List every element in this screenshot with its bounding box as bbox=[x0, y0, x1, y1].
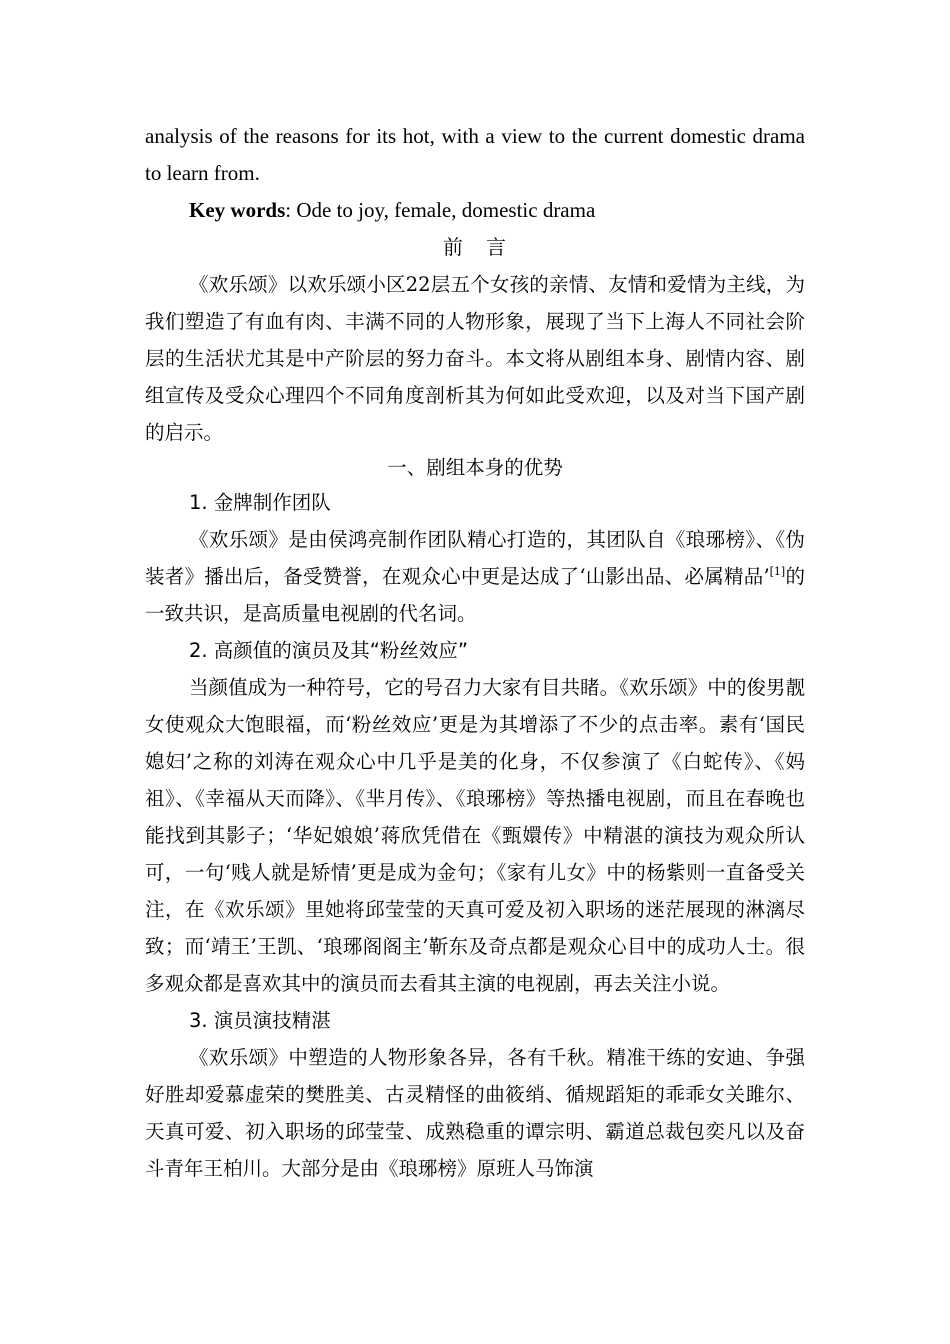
section-1-title: 一、剧组本身的优势 bbox=[387, 456, 563, 479]
subsection-1-text-before: 《欢乐颂》是由侯鸿亮制作团队精心打造的，其团队自《琅琊榜》、《伪装者》播出后，备受赞誉，在观众心中更是达成了‘山影出品、必属精品’ bbox=[145, 528, 805, 588]
subsection-1-paragraph bbox=[145, 521, 805, 632]
subsection-1-text-after: 的一致共识，是高质量电视剧的代名词。 bbox=[145, 565, 805, 625]
subsection-2-title: 2. 高颜值的演员及其“粉丝效应” bbox=[189, 639, 469, 662]
subsection-2-paragraph: 当颜值成为一种符号，它的号召力大家有目共睹。《欢乐颂》中的俊男靓女使观众大饱眼福，而‘粉丝效应’更是为其增添了不少的点击率。素有‘国民媳妇’之称的刘涛在观众心中几乎是美的化身，不仅参演了《白蛇传》、《妈祖》、《幸福从天而降》、《芈月传》、《琅琊榜》等热播电视剧，而且在春晚也能找到其影子；‘华妃娘娘’蒋欣凭借在《甄嬛传》中精湛的演技为观众所认可，一句‘贱人就是矫情’更是成为金句；《家有儿女》中的杨紫则一直备受关注，在《欢乐颂》里她将邱莹莹的天真可爱及初入职场的迷茫展现的淋漓尽致；而‘靖王’王凯、‘琅琊阁阁主’靳东及奇点都是观众心目中的成功人士。很多观众都是喜欢其中的演员而去看其主演的电视剧，再去关注小说。 bbox=[145, 676, 805, 995]
page-content bbox=[145, 118, 805, 1187]
keywords-line bbox=[145, 192, 805, 229]
subsection-1-title: 1. 金牌制作团队 bbox=[189, 491, 331, 514]
keywords-label: Key words bbox=[189, 198, 286, 222]
preface-title-a: 前 bbox=[443, 235, 464, 259]
preface-title-b: 言 bbox=[486, 235, 507, 259]
preface-title bbox=[145, 229, 805, 266]
subsection-3-title: 3. 演员演技精湛 bbox=[189, 1009, 331, 1032]
preface-paragraph: 《欢乐颂》以欢乐颂小区22层五个女孩的亲情、友情和爱情为主线，为我们塑造了有血有肉、丰满不同的人物形象，展现了当下上海人不同社会阶层的生活状尤其是中产阶层的努力奋斗。本文将从剧组本身、剧情内容、剧组宣传及受众心理四个不同角度剖析其为何如此受欢迎，以及对当下国产剧的启示。 bbox=[145, 273, 805, 444]
keywords-text: : Ode to joy, female, domestic drama bbox=[285, 198, 596, 222]
subsection-3-paragraph: 《欢乐颂》中塑造的人物形象各异，各有千秋。精准干练的安迪、争强好胜却爱慕虚荣的樊胜美、古灵精怪的曲筱绡、循规蹈矩的乖乖女关雎尔、天真可爱、初入职场的邱莹莹、成熟稳重的谭宗明、霸道总裁包奕凡以及奋斗青年王柏川。大部分是由《琅琊榜》原班人马饰演 bbox=[145, 1046, 805, 1180]
citation-1: [1] bbox=[769, 565, 786, 578]
abstract-en-tail: analysis of the reasons for its hot, with a view to the current domestic drama to learn from. bbox=[145, 124, 805, 185]
